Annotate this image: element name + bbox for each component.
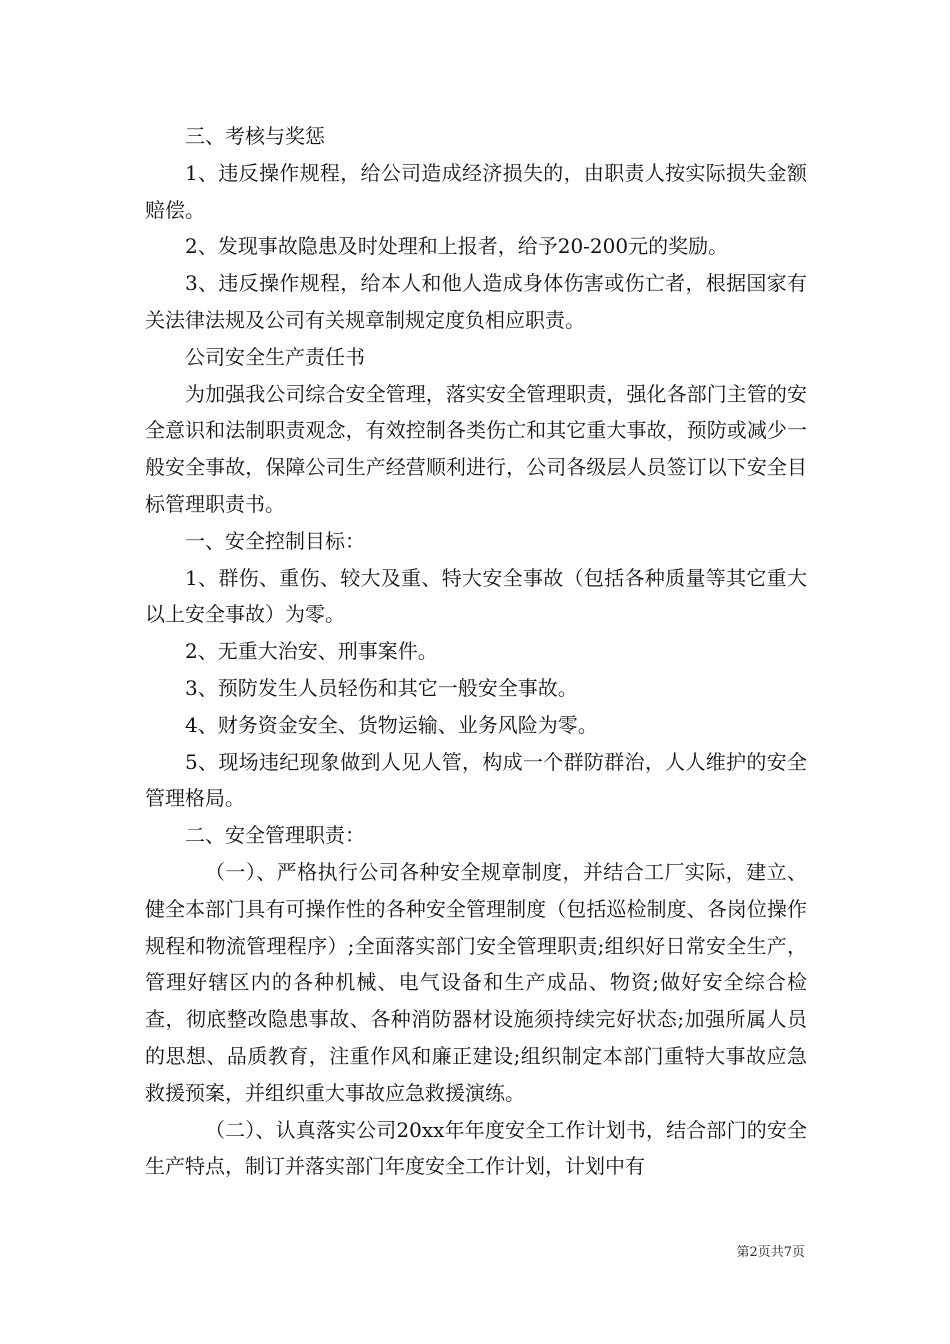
paragraph-item: 2、无重大治安、刑事案件。	[185, 639, 438, 664]
page-number: 第2页共7页	[736, 1245, 805, 1260]
section-heading-goals: 一、安全控制目标：	[185, 528, 365, 553]
section-heading-assessment: 三、考核与奖惩	[185, 124, 325, 148]
paragraph-item: 4、财务资金安全、货物运输、业务风险为零。	[185, 712, 598, 737]
paragraph-item: 1、违反操作规程，给公司造成经济损失的，由职责人按实际损失金额赔偿。	[145, 160, 807, 222]
section-heading-duties: 二、安全管理职责：	[185, 823, 365, 848]
document-body	[145, 118, 807, 1185]
document-subtitle: 公司安全生产责任书	[185, 344, 365, 369]
paragraph-item: 5、现场违纪现象做到人见人管，构成一个群防群治，人人维护的安全管理格局。	[145, 749, 807, 811]
paragraph-item: 为加强我公司综合安全管理，落实安全管理职责，强化各部门主管的安全意识和法制职责观念，有效控制各类伤亡和其它重大事故，预防或减少一般安全事故，保障公司生产经营顺利进行，公司各级层人员签订以下安全目标管理职责书。	[145, 381, 807, 516]
paragraph-item: （一）、严格执行公司各种安全规章制度，并结合工厂实际，建立、健全本部门具有可操作性的各种安全管理制度（包括巡检制度、各岗位操作规程和物流管理程序）;全面落实部门安全管理职责;组织好日常安全生产，管理好辖区内的各种机械、电气设备和生产成品、物资;做好安全综合检查，彻底整改隐患事故、各种消防器材设施须持续完好状态;加强所属人员的思想、品质教育，注重作风和廉正建设;组织制定本部门重特大事故应急救援预案，并组织重大事故应急救援演练。	[145, 859, 807, 1105]
paragraph-item: 2、发现事故隐患及时处理和上报者，给予20-200元的奖励。	[185, 234, 729, 259]
paragraph-item: 3、违反操作规程，给本人和他人造成身体伤害或伤亡者，根据国家有关法律法规及公司有关规章制规定度负相应职责。	[145, 271, 807, 332]
paragraph-item: （二）、认真落实公司20xx年年度安全工作计划书，结合部门的安全生产特点，制订并落实部门年度安全工作计划，计划中有	[145, 1117, 807, 1179]
paragraph-item: 1、群伤、重伤、较大及重、特大安全事故（包括各种质量等其它重大以上安全事故）为零。	[145, 565, 807, 627]
paragraph-item: 3、预防发生人员轻伤和其它一般安全事故。	[185, 675, 578, 700]
